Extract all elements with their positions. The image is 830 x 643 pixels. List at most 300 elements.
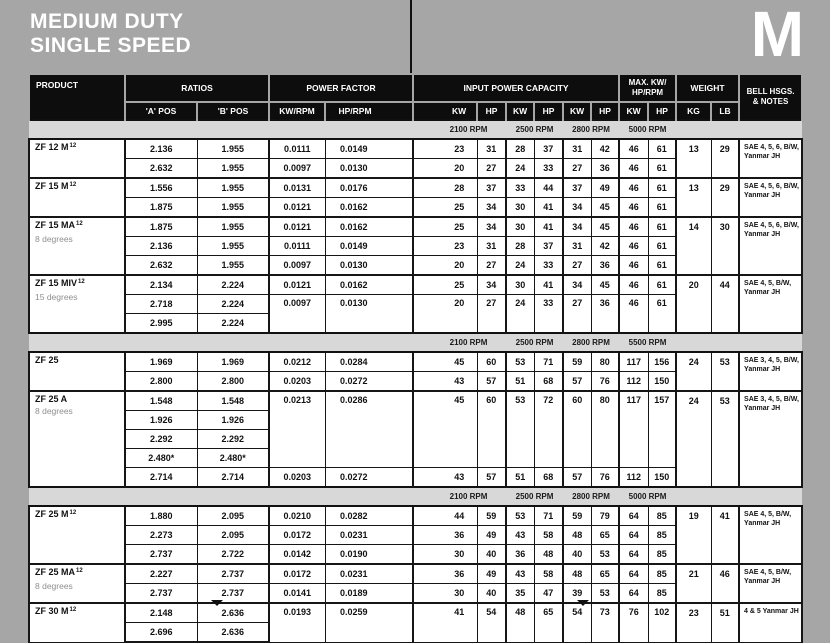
kw-2800-cell: 31: [563, 237, 591, 256]
hp-2100-cell: 57: [477, 468, 506, 488]
col-header-max-kw-hp: [619, 74, 676, 102]
hp-2500-cell: 58: [534, 526, 563, 545]
hp-2800-cell: 45: [591, 217, 619, 237]
spec-table: [28, 73, 803, 643]
kw-2800-cell: 57: [563, 372, 591, 392]
power-factor-kw-cell: 0.0111: [269, 237, 325, 256]
max-hp-cell: 150: [648, 468, 676, 488]
ratio-a-cell: 1.556: [125, 178, 197, 198]
power-factor-hp-cell: 0.0162: [325, 275, 413, 295]
power-factor-hp-cell: 0.0162: [325, 217, 413, 237]
power-factor-kw-cell: 0.0213: [269, 391, 325, 468]
ratio-b-cell: 1.926: [197, 411, 269, 430]
hp-2500-cell: 33: [534, 295, 563, 334]
max-header-line2: HP/RPM: [631, 88, 664, 97]
hp-2500-cell: 68: [534, 372, 563, 392]
max-hp-cell: 150: [648, 372, 676, 392]
product-cell: [29, 139, 125, 178]
kw-2100-cell: 20: [413, 295, 477, 334]
kw-2800-cell: 59: [563, 506, 591, 526]
hp-2800-cell: 79: [591, 506, 619, 526]
hp-2500-cell: 58: [534, 564, 563, 584]
weight-kg-cell: 20: [676, 275, 711, 333]
weight-kg-cell: 14: [676, 217, 711, 275]
weight-lb-cell: 53: [711, 352, 739, 391]
bell-header-line1: BELL HSGS.: [746, 87, 795, 96]
col-header-kg: KG: [676, 102, 711, 120]
max-hp-cell: 85: [648, 584, 676, 604]
hp-2800-cell: 65: [591, 564, 619, 584]
product-footnote-sup: 12: [69, 510, 77, 516]
page-title: [30, 10, 191, 58]
power-factor-kw-cell: 0.0142: [269, 545, 325, 565]
spec-row: [29, 506, 802, 526]
hp-2800-cell: 45: [591, 198, 619, 218]
weight-lb-cell: 51: [711, 603, 739, 642]
power-factor-hp-cell: 0.0272: [325, 468, 413, 488]
max-hp-cell: 85: [648, 564, 676, 584]
hp-2100-cell: 34: [477, 217, 506, 237]
product-cell: [29, 391, 125, 487]
ratio-a-cell: 2.136: [125, 237, 197, 256]
col-header-hp-rpm: HP/RPM: [325, 102, 413, 120]
ratio-a-cell: 1.548: [125, 391, 197, 411]
ratio-a-cell: 1.875: [125, 217, 197, 237]
kw-2800-cell: 39: [563, 584, 591, 604]
col-header-hp-max: HP: [648, 102, 676, 120]
power-factor-kw-cell: 0.0131: [269, 178, 325, 198]
power-factor-kw-cell: 0.0203: [269, 372, 325, 392]
kw-2800-cell: 34: [563, 198, 591, 218]
max-kw-cell: 46: [619, 256, 648, 276]
kw-2500-cell: 24: [506, 256, 534, 276]
ratio-a-cell: 2.800: [125, 372, 197, 392]
bell-notes-cell: SAE 3, 4, 5, B/W, Yanmar JH: [739, 352, 802, 391]
max-kw-cell: 46: [619, 295, 648, 334]
hp-2500-cell: 37: [534, 139, 563, 159]
kw-2100-cell: 23: [413, 139, 477, 159]
hp-2100-cell: 40: [477, 545, 506, 565]
max-kw-cell: 46: [619, 139, 648, 159]
page-title-line1: MEDIUM DUTY: [30, 10, 184, 33]
hp-2500-cell: 71: [534, 506, 563, 526]
kw-2100-cell: 36: [413, 526, 477, 545]
rpm-band-row: [29, 487, 802, 506]
spec-row: [29, 217, 802, 237]
kw-2800-cell: 48: [563, 564, 591, 584]
rpm-band-row: [29, 333, 802, 352]
weight-lb-cell: 29: [711, 139, 739, 178]
hp-2100-cell: 49: [477, 526, 506, 545]
ratio-b-cell: 2.224: [197, 295, 269, 314]
ratio-b-cell: 2.292: [197, 430, 269, 449]
hp-2500-cell: 41: [534, 275, 563, 295]
power-factor-kw-cell: 0.0203: [269, 468, 325, 488]
ratio-a-cell: 2.696: [125, 623, 197, 643]
power-factor-kw-cell: 0.0097: [269, 256, 325, 276]
product-name: ZF 25: [35, 355, 59, 365]
hp-2800-cell: 80: [591, 391, 619, 468]
col-header-bell-hsgs: [739, 74, 802, 120]
col-header-a-pos: 'A' POS: [125, 102, 197, 120]
kw-2100-cell: 25: [413, 275, 477, 295]
product-cell: [29, 352, 125, 391]
rpm-band-label: 2500 RPM: [506, 333, 563, 352]
kw-2100-cell: 36: [413, 564, 477, 584]
kw-2500-cell: 33: [506, 178, 534, 198]
kw-2800-cell: 57: [563, 468, 591, 488]
hp-2800-cell: 76: [591, 372, 619, 392]
power-factor-hp-cell: 0.0286: [325, 391, 413, 468]
hp-2800-cell: 53: [591, 545, 619, 565]
kw-2800-cell: 54: [563, 603, 591, 642]
kw-2800-cell: 27: [563, 256, 591, 276]
hp-2100-cell: 54: [477, 603, 506, 642]
kw-2100-cell: 45: [413, 391, 477, 468]
weight-kg-cell: 24: [676, 391, 711, 487]
ratio-b-cell: 1.955: [197, 217, 269, 237]
max-kw-cell: 117: [619, 391, 648, 468]
hp-2800-cell: 73: [591, 603, 619, 642]
ratio-b-cell: 1.955: [197, 198, 269, 218]
product-footnote-sup: 12: [69, 182, 77, 188]
power-factor-kw-cell: 0.0193: [269, 603, 325, 642]
max-kw-cell: 112: [619, 372, 648, 392]
table-header: [29, 74, 802, 120]
kw-2500-cell: 24: [506, 159, 534, 179]
kw-2500-cell: 53: [506, 506, 534, 526]
max-hp-cell: 61: [648, 275, 676, 295]
power-factor-hp-cell: 0.0162: [325, 198, 413, 218]
band-spacer-left: [29, 333, 413, 352]
ratio-b-cell: 2.095: [197, 526, 269, 545]
rpm-band-label: 5500 RPM: [619, 333, 676, 352]
ratio-a-cell: 1.880: [125, 506, 197, 526]
rpm-band-label: 2800 RPM: [563, 333, 619, 352]
section-letter-badge: M: [750, 0, 804, 70]
continuation-triangle-icon: [211, 600, 223, 606]
hp-2800-cell: 76: [591, 468, 619, 488]
col-header-b-pos: 'B' POS: [197, 102, 269, 120]
ratio-b-cell: 1.955: [197, 237, 269, 256]
max-hp-cell: 61: [648, 295, 676, 334]
product-name: ZF 30 $M^{12}$: [35, 606, 77, 616]
hp-2100-cell: 57: [477, 372, 506, 392]
power-factor-kw-cell: 0.0097: [269, 295, 325, 334]
ratio-a-cell: 2.995: [125, 314, 197, 334]
hp-2100-cell: 40: [477, 584, 506, 604]
col-header-kw-max: KW: [619, 102, 648, 120]
kw-2500-cell: 30: [506, 217, 534, 237]
hp-2100-cell: 31: [477, 139, 506, 159]
hp-2800-cell: 45: [591, 275, 619, 295]
rpm-band-row: [29, 120, 802, 139]
max-kw-cell: 64: [619, 545, 648, 565]
hp-2800-cell: 42: [591, 237, 619, 256]
bell-notes-cell: SAE 4, 5, B/W, Yanmar JH: [739, 275, 802, 333]
power-factor-hp-cell: 0.0130: [325, 295, 413, 334]
hp-2500-cell: 41: [534, 198, 563, 218]
max-hp-cell: 61: [648, 256, 676, 276]
col-header-product: PRODUCT: [29, 74, 125, 120]
power-factor-hp-cell: 0.0282: [325, 506, 413, 526]
max-kw-cell: 76: [619, 603, 648, 642]
max-kw-cell: 64: [619, 584, 648, 604]
max-hp-cell: 156: [648, 352, 676, 372]
hp-2500-cell: 37: [534, 237, 563, 256]
ratio-a-cell: 2.136: [125, 139, 197, 159]
ratio-a-cell: 2.714: [125, 468, 197, 488]
ratio-a-cell: 2.632: [125, 159, 197, 179]
product-name: ZF 15 MIV$^{12}$: [35, 278, 85, 288]
bell-notes-cell: SAE 4, 5, 6, B/W, Yanmar JH: [739, 139, 802, 178]
rpm-band-label: 2800 RPM: [563, 120, 619, 139]
power-factor-hp-cell: 0.0149: [325, 139, 413, 159]
power-factor-kw-cell: 0.0097: [269, 159, 325, 179]
hp-2800-cell: 36: [591, 295, 619, 334]
power-factor-hp-cell: 0.0259: [325, 603, 413, 642]
power-factor-kw-cell: 0.0121: [269, 275, 325, 295]
kw-2500-cell: 35: [506, 584, 534, 604]
band-spacer-left: [29, 120, 413, 139]
hp-2500-cell: 48: [534, 545, 563, 565]
spec-row: [29, 275, 802, 295]
page-title-line2: SINGLE SPEED: [30, 34, 192, 57]
max-kw-cell: 46: [619, 217, 648, 237]
max-kw-cell: 46: [619, 198, 648, 218]
max-hp-cell: 61: [648, 198, 676, 218]
rpm-band-label: 2100 RPM: [413, 120, 506, 139]
spec-row: [29, 564, 802, 584]
hp-2500-cell: 71: [534, 352, 563, 372]
kw-2800-cell: 60: [563, 391, 591, 468]
hp-2500-cell: 65: [534, 603, 563, 642]
hp-2100-cell: 34: [477, 275, 506, 295]
kw-2500-cell: 53: [506, 352, 534, 372]
ratio-b-cell: 2.737: [197, 564, 269, 584]
bell-notes-cell: SAE 4, 5, 6, B/W, Yanmar JH: [739, 178, 802, 217]
ratio-a-cell: 2.737: [125, 545, 197, 565]
power-factor-hp-cell: 0.0231: [325, 564, 413, 584]
hp-2100-cell: 60: [477, 391, 506, 468]
kw-2800-cell: 27: [563, 295, 591, 334]
weight-lb-cell: 53: [711, 391, 739, 487]
hp-2100-cell: 27: [477, 295, 506, 334]
max-kw-cell: 112: [619, 468, 648, 488]
bell-notes-cell: 4 & 5 Yanmar JH: [739, 603, 802, 642]
power-factor-kw-cell: 0.0172: [269, 526, 325, 545]
ratio-a-cell: 2.148: [125, 603, 197, 623]
ratio-b-cell: 1.955: [197, 256, 269, 276]
ratio-b-cell: 2.737: [197, 584, 269, 604]
bell-header-line2: & NOTES: [752, 97, 789, 106]
col-header-weight: WEIGHT: [676, 74, 739, 102]
max-kw-cell: 46: [619, 178, 648, 198]
kw-2500-cell: 24: [506, 295, 534, 334]
kw-2500-cell: 36: [506, 545, 534, 565]
product-name: ZF 15 $M^{12}$: [35, 181, 77, 191]
ratio-b-cell: 2.714: [197, 468, 269, 488]
weight-kg-cell: 13: [676, 139, 711, 178]
ratio-b-cell: 2.224: [197, 275, 269, 295]
col-header-kw-2500: KW: [506, 102, 534, 120]
kw-2800-cell: 37: [563, 178, 591, 198]
max-kw-cell: 64: [619, 506, 648, 526]
spec-row: [29, 352, 802, 372]
ratio-b-cell: 2.480*: [197, 449, 269, 468]
hp-2800-cell: 36: [591, 159, 619, 179]
product-subtitle: 15 degrees: [35, 292, 78, 302]
kw-2500-cell: 30: [506, 275, 534, 295]
kw-2500-cell: 43: [506, 526, 534, 545]
band-spacer-right: [676, 487, 802, 506]
ratio-a-cell: 1.875: [125, 198, 197, 218]
weight-kg-cell: 23: [676, 603, 711, 642]
bell-notes-cell: SAE 4, 5, B/W, Yanmar JH: [739, 564, 802, 603]
max-hp-cell: 61: [648, 217, 676, 237]
band-spacer-left: [29, 487, 413, 506]
rpm-band-label: 2100 RPM: [413, 333, 506, 352]
product-name: ZF 15 MA$^{12}$: [35, 220, 83, 230]
weight-kg-cell: 13: [676, 178, 711, 217]
kw-2500-cell: 51: [506, 372, 534, 392]
max-kw-cell: 46: [619, 275, 648, 295]
kw-2500-cell: 30: [506, 198, 534, 218]
kw-2100-cell: 25: [413, 217, 477, 237]
product-name: ZF 25 $M^{12}$: [35, 509, 77, 519]
col-header-kw-rpm: KW/RPM: [269, 102, 325, 120]
weight-lb-cell: 41: [711, 506, 739, 564]
product-subtitle: 8 degrees: [35, 234, 73, 244]
continuation-triangle-icon: [577, 600, 589, 606]
bell-notes-cell: SAE 4, 5, B/W, Yanmar JH: [739, 506, 802, 564]
bell-notes-cell: SAE 4, 5, 6, B/W, Yanmar JH: [739, 217, 802, 275]
kw-2800-cell: 48: [563, 526, 591, 545]
kw-2100-cell: 23: [413, 237, 477, 256]
ratio-a-cell: 2.227: [125, 564, 197, 584]
kw-2100-cell: 30: [413, 545, 477, 565]
col-header-lb: LB: [711, 102, 739, 120]
hp-2100-cell: 34: [477, 198, 506, 218]
kw-2500-cell: 28: [506, 139, 534, 159]
kw-2100-cell: 20: [413, 159, 477, 179]
product-cell: [29, 603, 125, 642]
product-footnote-sup: 12: [69, 607, 77, 613]
max-kw-cell: 46: [619, 237, 648, 256]
product-cell: [29, 178, 125, 217]
hp-2800-cell: 36: [591, 256, 619, 276]
max-hp-cell: 61: [648, 178, 676, 198]
power-factor-hp-cell: 0.0149: [325, 237, 413, 256]
product-subtitle: 8 degrees: [35, 581, 73, 591]
rpm-band-label: 5000 RPM: [619, 487, 676, 506]
hp-2100-cell: 59: [477, 506, 506, 526]
hp-2100-cell: 31: [477, 237, 506, 256]
max-hp-cell: 85: [648, 526, 676, 545]
kw-2800-cell: 31: [563, 139, 591, 159]
product-name: ZF 12 $M^{12}$: [35, 142, 77, 152]
rpm-band-label: 5000 RPM: [619, 120, 676, 139]
max-kw-cell: 46: [619, 159, 648, 179]
ratio-a-cell: 2.737: [125, 584, 197, 604]
hp-2800-cell: 80: [591, 352, 619, 372]
kw-2800-cell: 59: [563, 352, 591, 372]
max-kw-cell: 117: [619, 352, 648, 372]
max-hp-cell: 157: [648, 391, 676, 468]
ratio-b-cell: 2.800: [197, 372, 269, 392]
power-factor-kw-cell: 0.0212: [269, 352, 325, 372]
power-factor-kw-cell: 0.0121: [269, 198, 325, 218]
col-header-power-factor: POWER FACTOR: [269, 74, 413, 102]
kw-2100-cell: 30: [413, 584, 477, 604]
product-footnote-sup: 12: [78, 279, 85, 285]
hp-2500-cell: 41: [534, 217, 563, 237]
product-footnote-sup: 12: [69, 143, 77, 149]
kw-2500-cell: 28: [506, 237, 534, 256]
kw-2100-cell: 41: [413, 603, 477, 642]
hp-2800-cell: 53: [591, 584, 619, 604]
kw-2100-cell: 28: [413, 178, 477, 198]
kw-2100-cell: 44: [413, 506, 477, 526]
max-hp-cell: 61: [648, 237, 676, 256]
weight-kg-cell: 24: [676, 352, 711, 391]
hp-2500-cell: 47: [534, 584, 563, 604]
ratio-b-cell: 1.955: [197, 139, 269, 159]
kw-2100-cell: 20: [413, 256, 477, 276]
ratio-a-cell: 2.292: [125, 430, 197, 449]
rpm-band-label: 2800 RPM: [563, 487, 619, 506]
product-name: ZF 25 A: [35, 394, 68, 404]
band-spacer-right: [676, 120, 802, 139]
product-cell: [29, 217, 125, 275]
col-header-hp-2100: HP: [477, 102, 506, 120]
kw-2100-cell: 25: [413, 198, 477, 218]
table-body: [29, 120, 802, 642]
power-factor-hp-cell: 0.0284: [325, 352, 413, 372]
weight-lb-cell: 30: [711, 217, 739, 275]
rpm-band-label: 2500 RPM: [506, 487, 563, 506]
ratio-b-cell: 2.095: [197, 506, 269, 526]
ratio-b-cell: 1.955: [197, 159, 269, 179]
weight-lb-cell: 44: [711, 275, 739, 333]
max-hp-cell: 85: [648, 545, 676, 565]
product-cell: [29, 506, 125, 564]
product-footnote-sup: 12: [76, 568, 83, 574]
product-footnote-sup: 12: [76, 221, 83, 227]
power-factor-hp-cell: 0.0190: [325, 545, 413, 565]
ratio-b-cell: 2.224: [197, 314, 269, 334]
power-factor-kw-cell: 0.0141: [269, 584, 325, 604]
band-spacer-right: [676, 333, 802, 352]
power-factor-hp-cell: 0.0231: [325, 526, 413, 545]
spec-row: [29, 139, 802, 159]
weight-kg-cell: 21: [676, 564, 711, 603]
power-factor-kw-cell: 0.0121: [269, 217, 325, 237]
spec-row: [29, 178, 802, 198]
power-factor-hp-cell: 0.0130: [325, 159, 413, 179]
weight-lb-cell: 46: [711, 564, 739, 603]
hp-2100-cell: 27: [477, 159, 506, 179]
power-factor-kw-cell: 0.0210: [269, 506, 325, 526]
rpm-band-label: 2100 RPM: [413, 487, 506, 506]
rpm-band-label: 2500 RPM: [506, 120, 563, 139]
product-name: ZF 25 MA$^{12}$: [35, 567, 83, 577]
power-factor-hp-cell: 0.0189: [325, 584, 413, 604]
power-factor-hp-cell: 0.0130: [325, 256, 413, 276]
spec-row: [29, 391, 802, 411]
kw-2500-cell: 53: [506, 391, 534, 468]
ratio-a-cell: 2.480*: [125, 449, 197, 468]
